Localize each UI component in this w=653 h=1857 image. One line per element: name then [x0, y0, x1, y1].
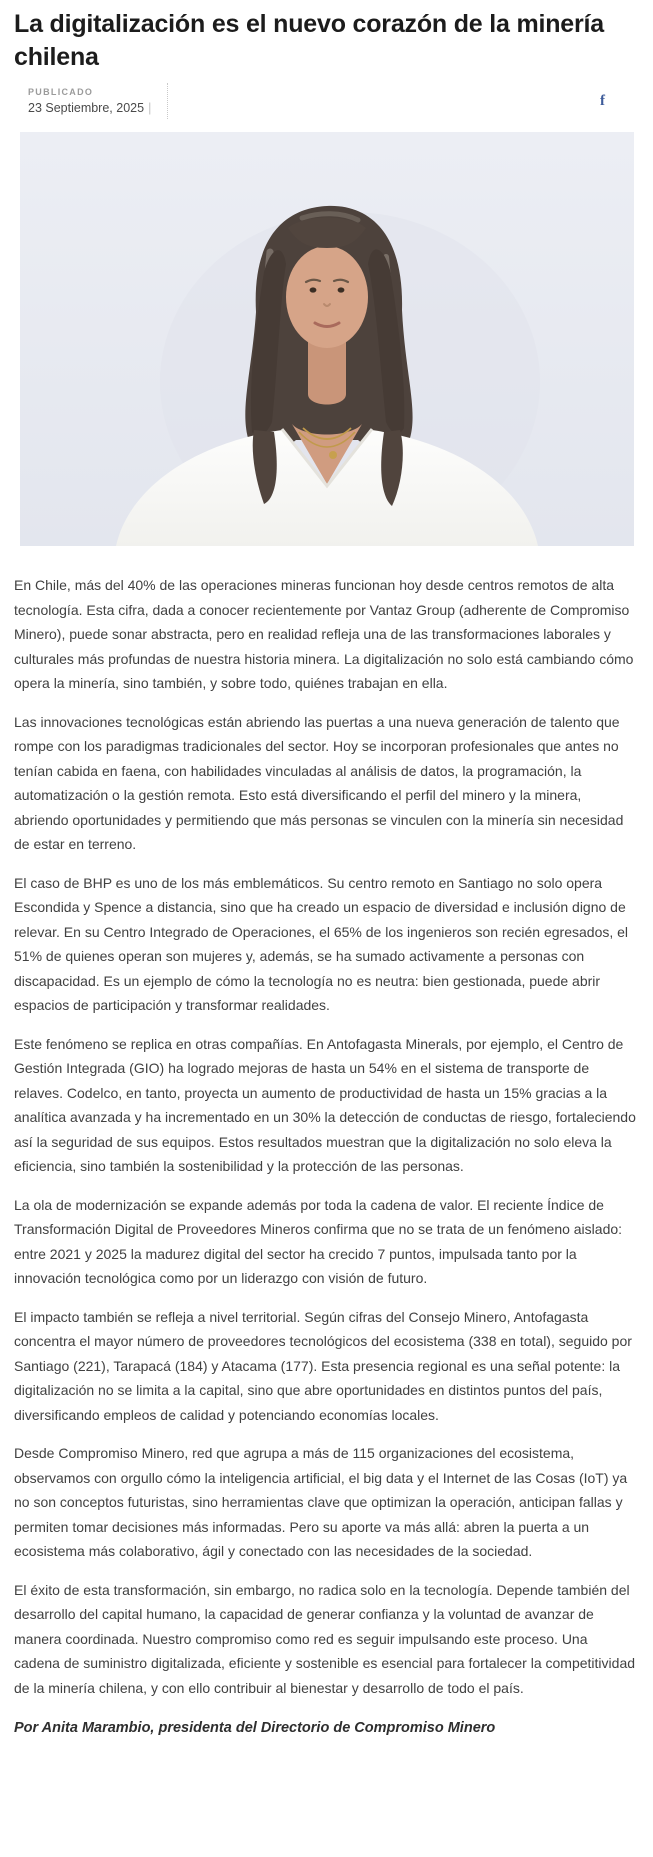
article-meta — [28, 83, 625, 119]
published-block — [28, 83, 151, 119]
published-date-line — [28, 101, 151, 115]
paragraph-2: Las innovaciones tecnológicas están abriendo las puertas a una nueva generación de talento que rompe con los paradigmas tradicionales del sector. Hoy se incorporan profesionales que antes no tenían cabida en faena, con habilidades vinculadas al análisis de datos, la programación, la automatización o la gestión remota. Esto está diversificando el perfil del minero y la minera, abriendo oportunidades y permitiendo que más personas se vinculen con la minería sin necesidad de estar en terreno. — [14, 713, 624, 852]
paragraph-1: En Chile, más del 40% de las operaciones mineras funcionan hoy desde centros remotos de alta tecnología. Esta cifra, dada a conocer recientemente por Vantaz Group (adherente de Compromiso Minero), puede sonar abstracta, pero en realidad refleja una de las transformaciones laborales y culturales más profundas de nuestra historia minera. La digitalización no solo está cambiando cómo opera la minería, sino también, y sobre todo, quiénes trabajan en ella. — [14, 577, 634, 691]
article-body — [14, 573, 636, 1700]
hero-image — [20, 132, 634, 546]
paragraph-4: Este fenómeno se replica en otras compañías. En Antofagasta Minerals, por ejemplo, el Centro de Gestión Integrada (GIO) ha logrado mejoras de hasta un 54% en el sistema de transporte de relaves. Codelco, en tanto, proyecta un aumento de productividad de hasta un 15% gracias a la analítica avanzada y ha incrementado en un 30% la detección de conductas de riesgo, fortaleciendo así la seguridad de sus equipos. Estos resultados muestran que la digitalización no solo eleva la eficiencia, sino también la sostenibilidad y la protección de las personas. — [14, 1035, 636, 1174]
meta-dotted-divider — [167, 83, 168, 119]
facebook-icon: f — [600, 92, 605, 109]
paragraph-8: El éxito de esta transformación, sin embargo, no radica solo en la tecnología. Depende también del desarrollo del capital humano, la capacidad de generar confianza y la voluntad de avanzar de manera coordinada. Nuestro compromiso como red es seguir impulsando este proceso. Una cadena de suministro digitalizada, eficiente y sostenible es esencial para fortalecer la competitividad de la minería chilena, y con ello contribuir al bienestar y desarrollo de todo el país. — [14, 1581, 636, 1696]
share-area — [594, 83, 611, 119]
published-label: PUBLICADO — [28, 87, 94, 97]
paragraph-3: El caso de BHP es uno de los más emblemáticos. Su centro remoto en Santiago no solo opera Escondida y Spence a distancia, sino que ha creado un espacio de diversidad e inclusión digno de relevar. En su Centro Integrado de Operaciones, el 65% de los ingenieros son recién egresados, el 51% de quienes operan son mujeres y, además, se ha sumado activamente a personas con discapacidad. Es un ejemplo de cómo la tecnología no es neutra: bien gestionada, puede abrir espacios de participación y transformar realidades. — [14, 874, 629, 1013]
paragraph-7: Desde Compromiso Minero, red que agrupa a más de 115 organizaciones del ecosistema, observamos con orgullo cómo la inteligencia artificial, el big data y el Internet de las Cosas (IoT) ya no son conceptos futuristas, sino herramientas clave que optimizan la operación, anticipan fallas y permiten tomar decisiones más informadas. Pero su aporte va más allá: abren la puerta a un ecosistema más colaborativo, ágil y conectado con las necesidades de la sociedad. — [14, 1445, 628, 1559]
published-date: 23 Septiembre, 2025 — [28, 101, 145, 115]
paragraph-5: La ola de modernización se expande además por toda la cadena de valor. El reciente Índice de Transformación Digital de Proveedores Mineros confirma que no se trata de un fenómeno aislado: entre 2021 y 2025 la madurez digital del sector ha crecido 7 puntos, impulsada tanto por la innovación tecnológica como por un liderazgo con visión de futuro. — [14, 1196, 623, 1286]
page-title: La digitalización es el nuevo corazón de la minería chilena — [14, 10, 604, 71]
author-byline: Por Anita Marambio, presidenta del Directorio de Compromiso Minero — [14, 1720, 496, 1736]
meta-separator: | — [148, 101, 152, 115]
portrait-photo-illustration — [20, 132, 634, 546]
facebook-share-button[interactable] — [594, 91, 611, 112]
paragraph-6: El impacto también se refleja a nivel territorial. Según cifras del Consejo Minero, Antofagasta concentra el mayor número de proveedores tecnológicos del ecosistema (338 en total), seguido por Santiago (221), Tarapacá (184) y Atacama (177). Esta presencia regional es una señal potente: la digitalización no se limita a la capital, sino que abre oportunidades en distintos puntos del país, diversificando empleos de calidad y potenciando economías locales. — [14, 1308, 632, 1423]
